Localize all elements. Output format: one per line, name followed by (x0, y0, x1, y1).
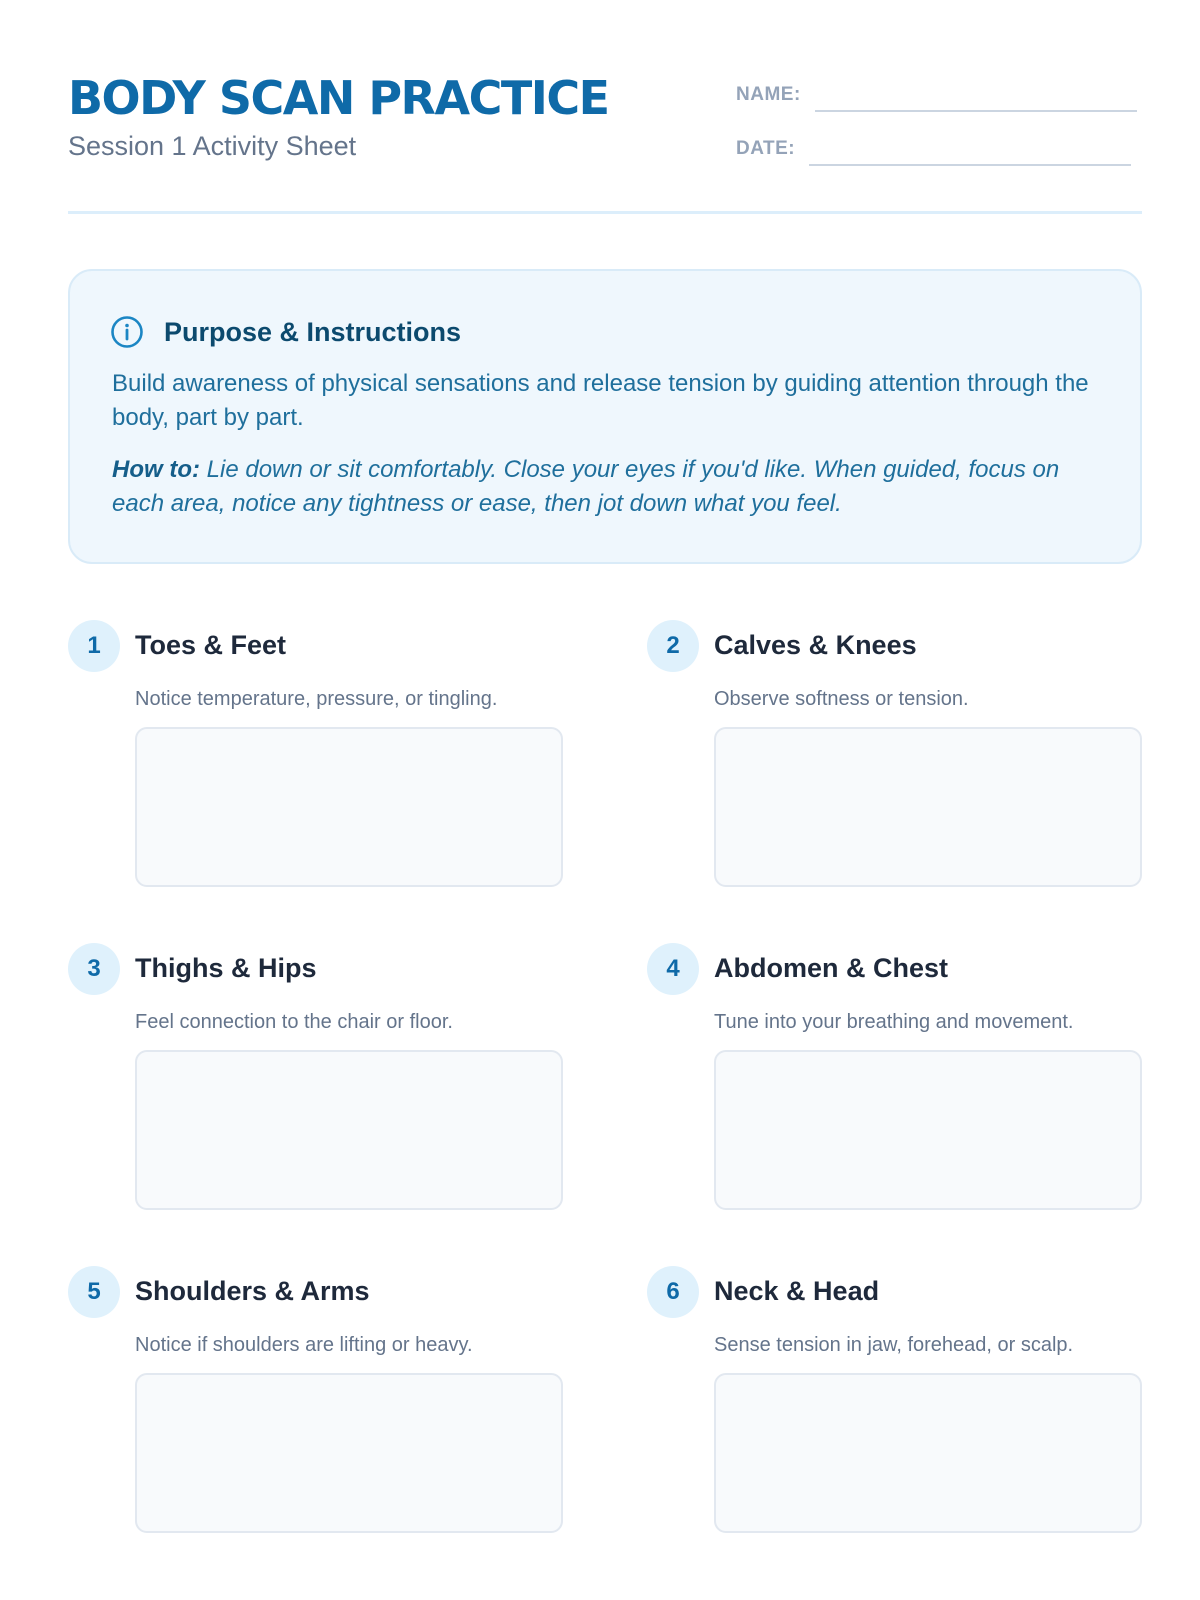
how-to-body: Lie down or sit comfortably. Close your eyes if you'd like. When guided, focus on each area, notice any tightness or ease, then jot down what you feel. (112, 456, 1060, 517)
section-number-badge: 3 (68, 943, 120, 995)
info-icon (110, 315, 144, 349)
section-title: Calves & Knees (714, 630, 917, 660)
date-field (736, 134, 1131, 166)
page-title: BODY SCAN PRACTICE (68, 71, 609, 125)
name-label: NAME: (736, 84, 801, 105)
purpose-text: Build awareness of physical sensations and release tension by guiding attention through the body, part by part. (112, 370, 1089, 431)
answer-box[interactable] (714, 1373, 1142, 1533)
section-toes-feet (68, 620, 568, 920)
section-prompt: Notice temperature, pressure, or tingling. (135, 688, 498, 710)
section-shoulders-arms (68, 1266, 568, 1566)
section-title: Toes & Feet (135, 630, 287, 660)
section-prompt: Feel connection to the chair or floor. (135, 1011, 453, 1033)
section-number-badge: 1 (68, 620, 120, 672)
section-abdomen-chest (647, 943, 1147, 1243)
how-to-label: How to: (112, 456, 200, 483)
section-prompt: Notice if shoulders are lifting or heavy. (135, 1334, 473, 1356)
section-prompt: Observe softness or tension. (714, 688, 969, 710)
section-calves-knees (647, 620, 1147, 920)
answer-box[interactable] (714, 1050, 1142, 1210)
name-input-line[interactable] (815, 80, 1137, 112)
section-number-badge: 5 (68, 1266, 120, 1318)
section-neck-head (647, 1266, 1147, 1566)
answer-box[interactable] (135, 1050, 563, 1210)
date-label: DATE: (736, 138, 796, 159)
section-number-badge: 4 (647, 943, 699, 995)
section-title: Shoulders & Arms (135, 1276, 370, 1306)
answer-box[interactable] (135, 727, 563, 887)
section-title: Thighs & Hips (135, 953, 317, 983)
section-number-badge: 2 (647, 620, 699, 672)
page-subtitle: Session 1 Activity Sheet (68, 131, 357, 161)
section-title: Abdomen & Chest (714, 953, 949, 983)
purpose-instructions-box (68, 269, 1142, 564)
purpose-heading (110, 315, 461, 349)
answer-box[interactable] (135, 1373, 563, 1533)
date-input-line[interactable] (809, 134, 1131, 166)
section-prompt: Tune into your breathing and movement. (714, 1011, 1074, 1033)
section-title: Neck & Head (714, 1276, 880, 1306)
name-field (736, 80, 1137, 112)
section-thighs-hips (68, 943, 568, 1243)
purpose-title: Purpose & Instructions (164, 316, 462, 347)
section-number-badge: 6 (647, 1266, 699, 1318)
page-header (68, 68, 1142, 214)
how-to-text (112, 453, 1112, 521)
answer-box[interactable] (714, 727, 1142, 887)
section-prompt: Sense tension in jaw, forehead, or scalp. (714, 1334, 1074, 1356)
